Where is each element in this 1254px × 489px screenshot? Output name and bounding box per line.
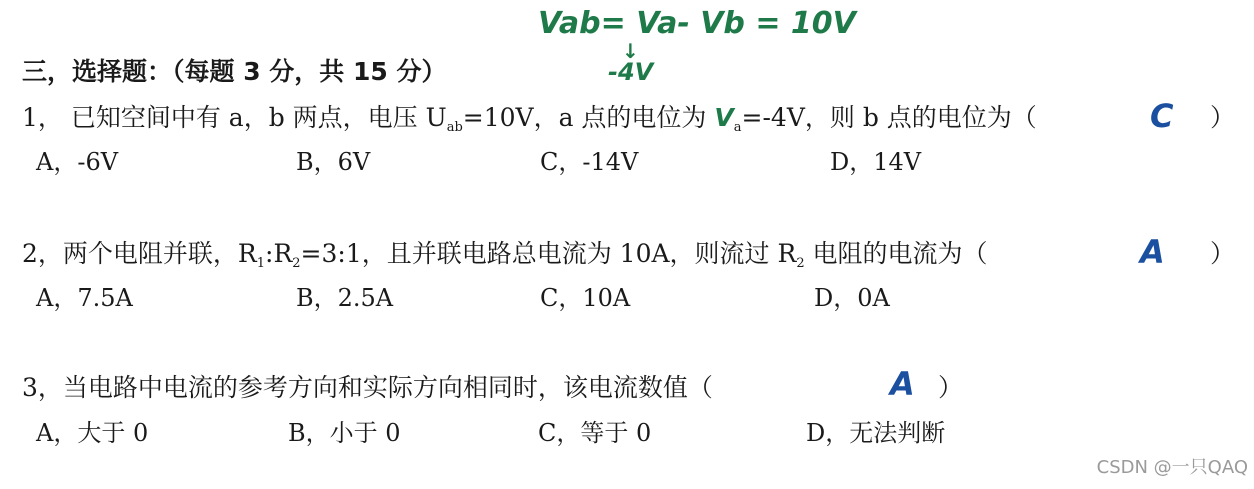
- option-c: C，-14V: [540, 148, 639, 176]
- option-b: B，小于 0: [288, 419, 401, 447]
- answer-3: A: [890, 365, 915, 403]
- question-number: 1，: [22, 103, 63, 132]
- subscript: 2: [796, 256, 805, 271]
- option-a: A，7.5A: [36, 284, 133, 312]
- question-text: 两个电阻并联，R: [62, 239, 257, 268]
- subscript: 1: [256, 256, 266, 271]
- question-text: 电阻的电流为（: [804, 239, 988, 268]
- close-paren: ）: [938, 373, 964, 402]
- handwritten-formula: Vab= Va- Vb = 10V: [538, 6, 856, 41]
- handwritten-value: -4V: [608, 58, 654, 86]
- question-text: =10V，a 点的电位为: [462, 103, 715, 132]
- question-text: :R: [265, 239, 293, 268]
- handwritten-arrow: ↓: [622, 39, 639, 63]
- subscript: 2: [292, 256, 301, 271]
- close-paren: ）: [1210, 239, 1236, 268]
- watermark: CSDN @一只QAQ: [1096, 457, 1248, 478]
- handwritten-v: V: [714, 103, 734, 132]
- subscript: a: [733, 120, 742, 135]
- option-c: C，10A: [540, 284, 631, 312]
- question-number: 2，: [22, 239, 63, 268]
- question-text: 已知空间中有 a，b 两点，电压 U: [70, 103, 447, 132]
- question-text: =-4V，则 b 点的电位为（: [741, 103, 1037, 132]
- question-3: [22, 372, 713, 404]
- option-a: A，-6V: [36, 148, 119, 176]
- option-d: D，14V: [830, 148, 922, 176]
- question-text: 当电路中电流的参考方向和实际方向相同时，该电流数值（: [62, 373, 713, 402]
- question-1: [22, 102, 1037, 144]
- option-b: B，6V: [296, 148, 371, 176]
- section-title: 三，选择题：（每题 3 分，共 15 分）: [22, 57, 447, 86]
- close-paren: ）: [1210, 103, 1236, 132]
- subscript: ab: [446, 120, 463, 135]
- answer-1: C: [1150, 97, 1174, 135]
- question-2: [22, 238, 988, 280]
- option-d: D，无法判断: [806, 419, 946, 447]
- option-c: C，等于 0: [538, 419, 652, 447]
- option-b: B，2.5A: [296, 284, 394, 312]
- option-d: D，0A: [814, 284, 890, 312]
- question-text: =3:1，且并联电路总电流为 10A，则流过 R: [300, 239, 797, 268]
- question-number: 3，: [22, 373, 63, 402]
- answer-2: A: [1140, 233, 1165, 271]
- option-a: A，大于 0: [36, 419, 149, 447]
